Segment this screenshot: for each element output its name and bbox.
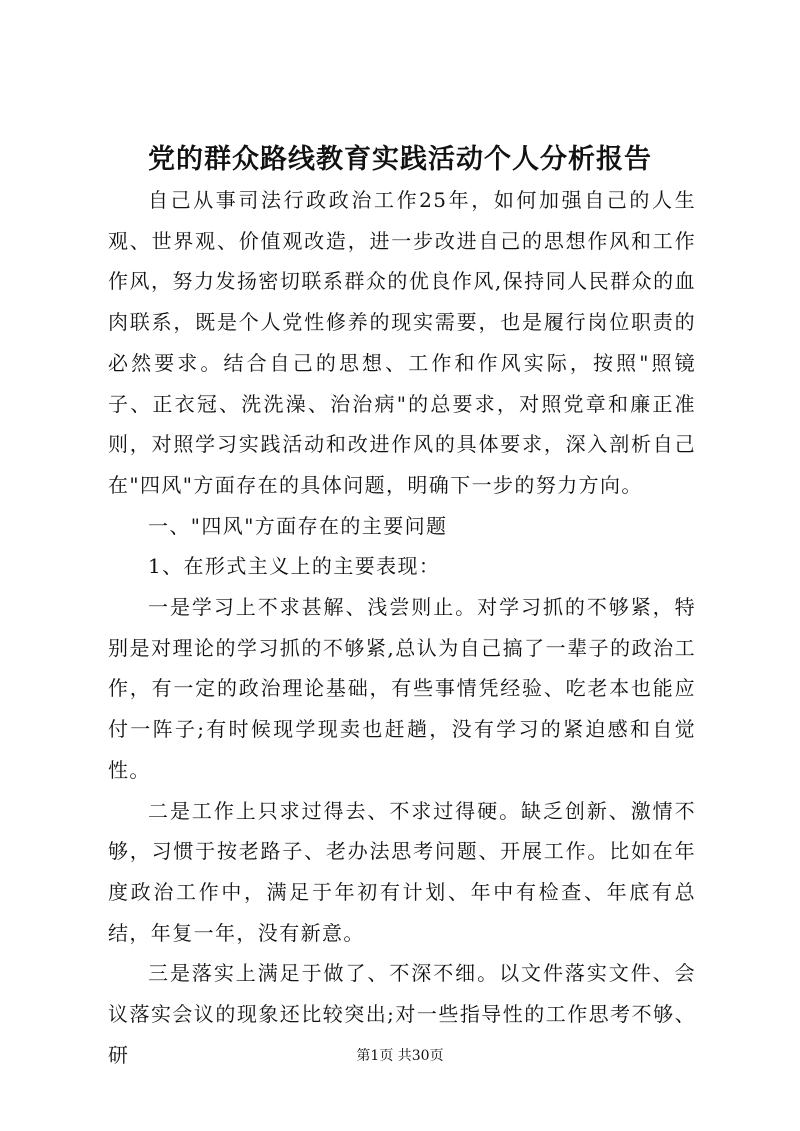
subsection-heading: 1、在形式主义上的主要表现： <box>148 554 441 579</box>
paragraph-point-1: 一是学习上不求甚解、浅尝则止。对学习抓的不够紧，特别是对理论的学习抓的不够紧,总认为自己搞了一辈子的政治工作，有一定的政治理论基础，有些事情凭经验、吃老本也能应付一阵子;有时候现学现卖也赶趟，没有学习的紧迫感和自觉性。 <box>108 595 696 782</box>
paragraph-intro: 自己从事司法行政政治工作25年，如何加强自己的人生观、世界观、价值观改造，进一步改进自己的思想作风和工作作风，努力发扬密切联系群众的优良作风,保持同人民群众的血肉联系，既是个人党性修养的现实需要，也是履行岗位职责的必然要求。结合自己的思想、工作和作风实际，按照"照镜子、正衣冠、洗洗澡、治治病"的总要求，对照党章和廉正准则，对照学习实践活动和改进作风的具体要求，深入剖析自己在"四风"方面存在的具体问题，明确下一步的努力方向。 <box>108 188 696 497</box>
page-title: 党的群众路线教育实践活动个人分析报告 <box>148 144 652 175</box>
paragraph-point-3: 三是落实上满足于做了、不深不细。以文件落实文件、会议落实会议的现象还比较突出;对一些指导性的工作思考不够、研 <box>108 961 696 1067</box>
document-body <box>108 180 696 1075</box>
paragraph-point-2: 二是工作上只求过得去、不求过得硬。缺乏创新、激情不够，习惯于按老路子、老办法思考问题、开展工作。比如在年度政治工作中，满足于年初有计划、年中有检查、年底有总结，年复一年，没有新意。 <box>108 798 696 945</box>
section-heading: 一、"四风"方面存在的主要问题 <box>148 513 448 538</box>
page-number-footer: 第1页 共30页 <box>356 1048 444 1064</box>
